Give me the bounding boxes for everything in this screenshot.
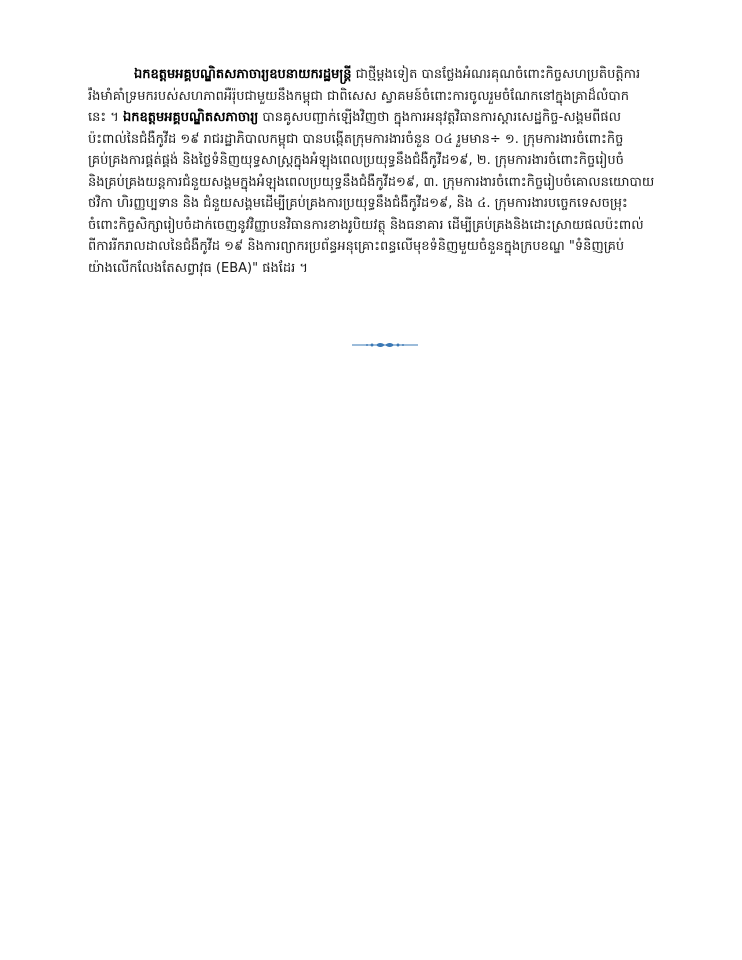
paragraph-line: [88, 107, 654, 129]
paragraph-line: [88, 215, 654, 237]
line-text: យ៉ាងលើកលែងតែសព្វាវុធ (EBA)" ផងដែរ ។: [88, 260, 308, 276]
bold-title: ឯកឧត្តមអគ្គបណ្ឌិតសភាចារ្យឧបនាយករដ្ឋមន្ត្រី: [134, 67, 352, 82]
line-text: ជាថ្មីម្តងទៀត បានថ្លែងអំណរគុណចំពោះកិច្ចសហប្រតិបត្តិការ: [351, 67, 641, 82]
decorative-divider-icon: [352, 340, 418, 350]
line-text: និងគ្រប់គ្រងយន្តការជំនួយសង្គមក្នុងអំឡុងពេលប្រយុទ្ធនឹងជំងឺកូវីដ១៩, ៣. ក្រុមការងារចំពោះកិច្ចរៀបចំគោលនយោបាយ: [88, 174, 654, 190]
line-text: រឹងមាំគាំទ្រមករបស់សហភាពអឺរ៉ុបជាមួយនឹងកម្ពុជា ជាពិសេស ស្វាគមន៍ចំពោះការចូលរួមចំណែកនៅក្នុងគ្រាដ៏លំបាក: [88, 88, 629, 104]
paragraph-line: [88, 129, 654, 151]
line-text: ថវិកា ហិរញ្ញប្បទាន និង ជំនួយសង្គមដើម្បីគ្រប់គ្រងការប្រយុទ្ធនឹងជំងឺកូវីដ១៩, និង ៤. ក្រុមការងារបច្ចេកទេសចម្រុះ: [88, 196, 628, 211]
paragraph-line: [88, 64, 654, 86]
paragraph-line: [88, 150, 654, 172]
line-text: គ្រប់គ្រងការផ្គត់ផ្គង់ និងថ្លៃទំនិញយុទ្ធសាស្ត្រក្នុងអំឡុងពេលប្រយុទ្ធនឹងជំងឺកូវីដ១៩, ២. ក្រុមការងារចំពោះកិច្ចរៀបចំ: [88, 153, 624, 168]
line-text: ចំពោះកិច្ចសិក្សារៀបចំដាក់ចេញនូវវិញ្ញាបនវិធានការខាងរូបិយវត្ថុ និងធនាគារ ដើម្បីគ្រប់គ្រងនិងដោះស្រាយផលប៉ះពាល់: [88, 217, 644, 233]
paragraph-line: [88, 172, 654, 194]
line-text: នេះ ។: [88, 110, 123, 125]
line-text: បានគូសបញ្ជាក់ឡើងវិញថា ក្នុងការអនុវត្តវិធានការស្តារសេដ្ឋកិច្ច-សង្គមពីផល: [258, 110, 621, 125]
line-text: ប៉ះពាល់នៃជំងឺកូវីដ ១៩ រាជរដ្ឋាភិបាលកម្ពុជា បានបង្កើតក្រុមការងារចំនួន ០៤ រួមមាន÷ ១. ក្រុមការងារចំពោះកិច្ច: [88, 131, 624, 147]
bold-title: ឯកឧត្តមអគ្គបណ្ឌិតសភាចារ្យ: [122, 110, 259, 125]
paragraph-line: [88, 236, 654, 258]
paragraph-line: [88, 86, 654, 108]
body-paragraph: [88, 64, 654, 279]
paragraph-line: [88, 258, 654, 280]
line-text: ពីការរីករាលដាលនៃជំងឺកូវីដ ១៩ និងការព្យាករប្រព័ន្ធអនុគ្រោះពន្ធលើមុខទំនិញមួយចំនួនក្នុងក្របខណ្ឌ "ទំនិញគ្រប់: [88, 239, 625, 254]
paragraph-line: [88, 193, 654, 215]
